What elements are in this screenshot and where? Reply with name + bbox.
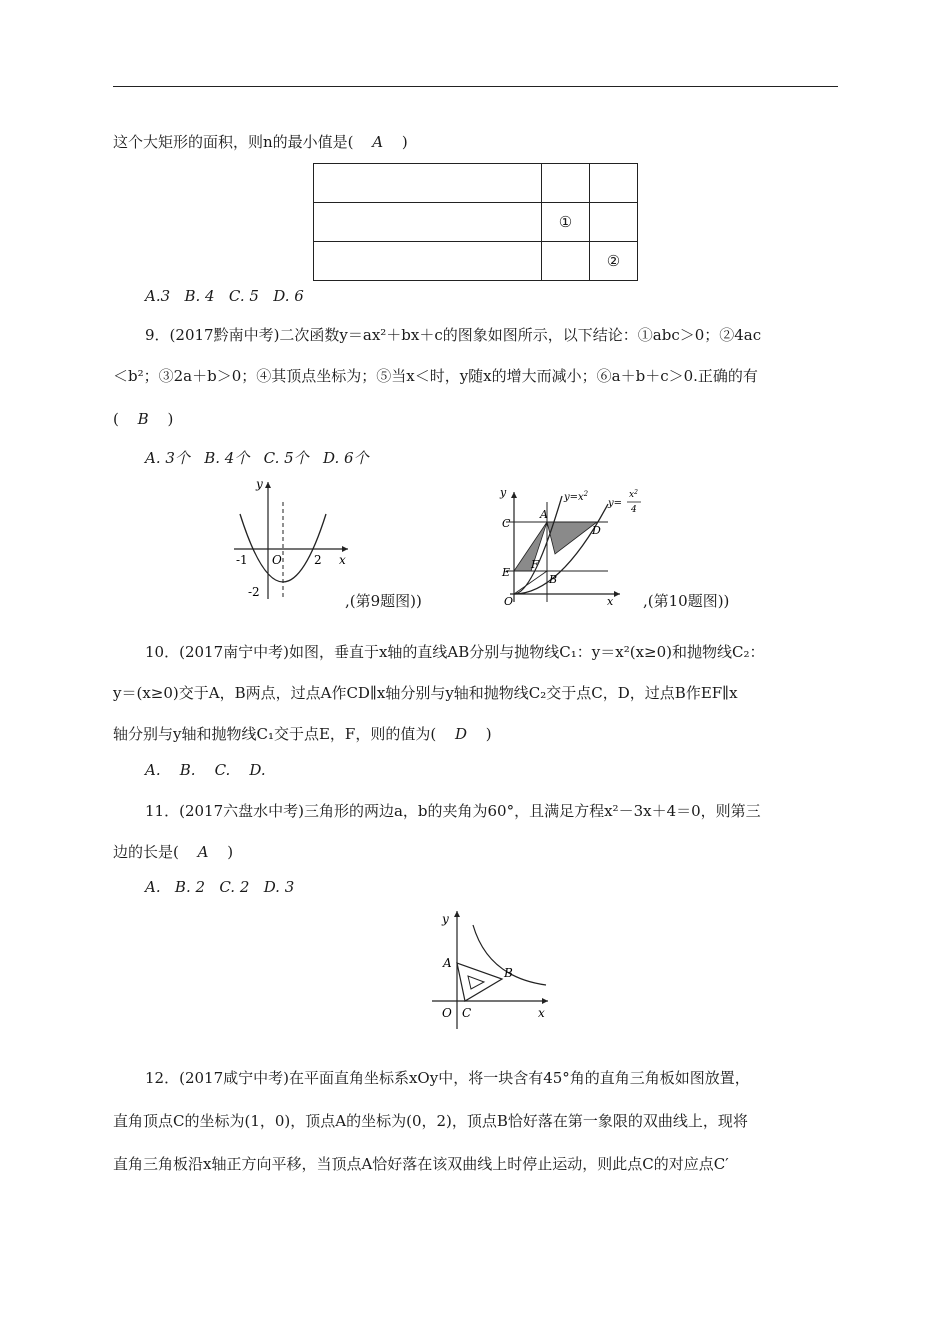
q9-line2: ＜b²；③2a＋b＞0；④其顶点坐标为；⑤当x＜时，y随x的增大而减小；⑥a＋b＋c＞0.正确的有 bbox=[113, 367, 758, 385]
q9-fig-caption: ,(第9题图)) bbox=[345, 592, 422, 610]
q12-line2: 直角顶点C的坐标为(1，0)，顶点A的坐标为(0，2)，顶点B恰好落在第一象限的双曲线上，现将 bbox=[113, 1112, 748, 1130]
q10-options bbox=[145, 761, 266, 779]
q10-line2: y＝(x≥0)交于A，B两点，过点A作CD∥x轴分别与y轴和抛物线C₂交于点C，D，过点B作EF∥x bbox=[113, 684, 738, 702]
q10-fig-caption: ,(第10题图)) bbox=[643, 592, 730, 610]
q10-label-d: D bbox=[592, 524, 601, 537]
q10-label-f: F bbox=[531, 558, 539, 571]
q10-label-curve1: $y=x^2$ bbox=[564, 490, 589, 503]
q10-label-a: A bbox=[540, 508, 548, 521]
q11-answer: A bbox=[197, 843, 209, 861]
q10-y-arrow bbox=[511, 492, 517, 498]
q9-x-arrow bbox=[342, 546, 348, 552]
q10-option-a: A. bbox=[145, 761, 161, 779]
q10-label-x: x bbox=[607, 595, 614, 607]
q12-label-x: x bbox=[538, 1006, 545, 1020]
q10-answer-line bbox=[113, 723, 492, 744]
q12-line3: 直角三角板沿x轴正方向平移，当顶点A恰好落在该双曲线上时停止运动，则此点C的对应点C′ bbox=[113, 1155, 729, 1173]
q9-paren-close: ) bbox=[167, 410, 174, 428]
q10-label-y: y bbox=[500, 486, 507, 499]
q10-parabolas-figure bbox=[490, 482, 650, 607]
q12-x-arrow bbox=[542, 998, 548, 1004]
q9-y-arrow bbox=[265, 482, 271, 488]
q8-rectangle-grid bbox=[313, 163, 638, 281]
q8-close: ) bbox=[401, 133, 408, 151]
q10-x-arrow bbox=[614, 591, 620, 597]
q8-stem-line bbox=[113, 131, 408, 152]
q10-label-curve2-num: $x^2$ bbox=[629, 489, 638, 500]
q12-label-a: A bbox=[443, 956, 452, 970]
q10-line3: 轴分别与y轴和抛物线C₁交于点E，F，则的值为( bbox=[113, 725, 437, 743]
q12-triangle-figure bbox=[428, 905, 558, 1035]
q8-cell-2: ② bbox=[590, 242, 638, 281]
q9-label-2: 2 bbox=[314, 553, 322, 567]
q8-option-c: C. 5 bbox=[228, 287, 259, 305]
q9-label-o: O bbox=[272, 553, 282, 567]
q10-label-b: B bbox=[549, 573, 558, 586]
q9-line1: 9．(2017黔南中考)二次函数y＝ax²＋bx＋c的图象如图所示，以下结论：①abc＞0；②4ac bbox=[145, 326, 762, 344]
q8-answer: A bbox=[372, 133, 384, 151]
q12-y-arrow bbox=[454, 911, 460, 917]
q12-triangle-outer bbox=[457, 963, 502, 1001]
q12-triangle-inner bbox=[468, 976, 484, 989]
q10-label-c: C bbox=[502, 517, 511, 530]
q12-label-y: y bbox=[442, 912, 449, 926]
q8-option-d: D. 6 bbox=[273, 287, 304, 305]
q10-option-d: D. bbox=[249, 761, 266, 779]
q8-option-b: B. 4 bbox=[184, 287, 215, 305]
q10-line1: 10．(2017南宁中考)如图，垂直于x轴的直线AB分别与抛物线C₁：y＝x²(x≥0)和抛物线C₂： bbox=[145, 643, 765, 661]
q9-parabola-figure bbox=[226, 474, 356, 604]
q8-stem: 这个大矩形的面积，则n的最小值是( bbox=[113, 133, 354, 151]
q9-option-a: A. 3个 bbox=[145, 449, 190, 467]
q9-option-d: D. 6个 bbox=[323, 449, 369, 467]
q8-options bbox=[145, 287, 304, 305]
q9-label-x: x bbox=[339, 553, 346, 567]
q10-option-c: C. bbox=[214, 761, 231, 779]
q8-option-a: A.3 bbox=[145, 287, 171, 305]
q10-answer: D bbox=[454, 725, 467, 743]
q11-options bbox=[145, 878, 294, 896]
q9-paren-open: ( bbox=[113, 410, 119, 428]
q9-options bbox=[145, 447, 369, 468]
q11-option-a: A. bbox=[145, 878, 161, 896]
q11-option-b: B. 2 bbox=[174, 878, 206, 896]
q9-answer: B bbox=[137, 410, 149, 428]
q12-label-b: B bbox=[504, 966, 513, 980]
q10-option-b: B. bbox=[179, 761, 196, 779]
q11-line2: 边的长是( bbox=[113, 843, 179, 861]
q11-option-c: C. 2 bbox=[219, 878, 250, 896]
q10-label-o: O bbox=[504, 595, 514, 607]
q10-label-e: E bbox=[502, 566, 511, 579]
q11-line1: 11．(2017六盘水中考)三角形的两边a，b的夹角为60°，且满足方程x²－3x＋4＝0，则第三 bbox=[145, 802, 761, 820]
q11-close: ) bbox=[227, 843, 234, 861]
q10-close: ) bbox=[485, 725, 492, 743]
q10-shaded-triangle-right bbox=[547, 522, 597, 554]
q12-line1: 12．(2017咸宁中考)在平面直角坐标系xOy中，将一块含有45°角的直角三角板如图放置， bbox=[145, 1069, 750, 1087]
q12-label-o: O bbox=[442, 1006, 452, 1020]
q9-label-neg1: -1 bbox=[236, 553, 248, 567]
q8-cell-1: ① bbox=[542, 203, 590, 242]
q10-label-curve2-den: 4 bbox=[631, 505, 637, 515]
q11-option-d: D. 3 bbox=[263, 878, 295, 896]
q11-answer-line bbox=[113, 841, 233, 862]
q9-option-b: B. 4个 bbox=[204, 449, 250, 467]
q9-label-y: y bbox=[256, 477, 263, 491]
q9-label-neg2: -2 bbox=[248, 585, 260, 599]
q10-label-curve2: y= bbox=[608, 498, 623, 509]
q9-option-c: C. 5个 bbox=[263, 449, 309, 467]
q12-label-c: C bbox=[462, 1006, 472, 1020]
q9-answer-line bbox=[113, 410, 173, 428]
header-rule bbox=[113, 86, 838, 87]
